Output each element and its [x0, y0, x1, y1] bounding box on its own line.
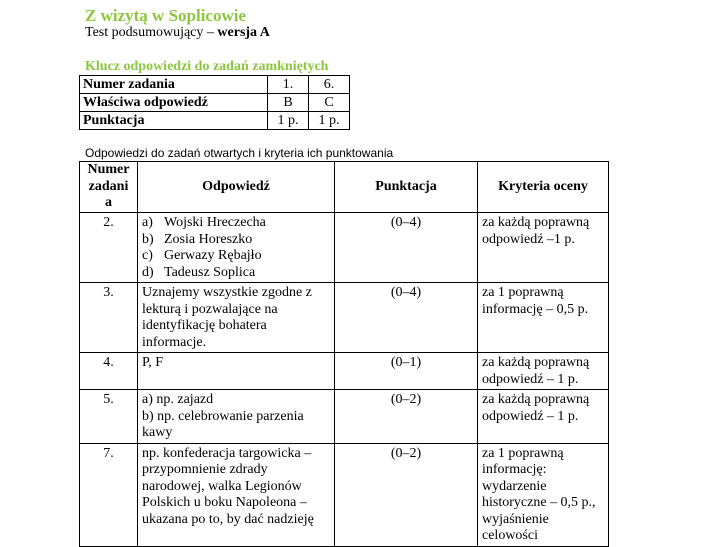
- subtitle-text: Test podsumowujący –: [85, 25, 218, 40]
- criteria-cell: za 1 poprawną informację: wydarzenie historyczne – 0,5 p., wyjaśnienie celowości: [478, 443, 609, 546]
- table-row: [80, 94, 350, 112]
- answer-cell: P, F: [138, 353, 335, 390]
- list-text: Gerwazy Rębajło: [164, 248, 262, 263]
- header-number-line: Numer: [87, 162, 130, 178]
- criteria-cell: za każdą poprawną odpowiedź – 1 p.: [478, 353, 609, 390]
- task-number: 2.: [80, 213, 138, 283]
- header-number-line: zadani: [88, 178, 129, 194]
- points-cell: (0–2): [335, 390, 478, 444]
- answer-line: a) np. zajazd: [142, 392, 214, 407]
- points-cell: (0–4): [335, 283, 478, 353]
- open-key-table: [79, 161, 609, 547]
- list-text: Zosia Horeszko: [164, 231, 253, 247]
- table-header-row: [80, 162, 609, 213]
- header-answer: Odpowiedź: [138, 162, 335, 213]
- table-row: [80, 283, 609, 353]
- document-title: Z wizytą w Soplicowie: [85, 6, 247, 25]
- criteria-cell: za każdą poprawną odpowiedź – 1 p.: [478, 390, 609, 444]
- table-row: [80, 443, 609, 546]
- row-label: Numer zadania: [80, 76, 268, 94]
- table-cell: 6.: [309, 76, 350, 94]
- list-item: [142, 215, 330, 232]
- table-row: [80, 112, 350, 130]
- table-row: [80, 76, 350, 94]
- header-number: [80, 162, 138, 213]
- points-cell: (0–4): [335, 213, 478, 283]
- header-points: Punktacja: [335, 162, 478, 213]
- task-number: 3.: [80, 283, 138, 353]
- answer-cell: [138, 390, 335, 444]
- row-label: Właściwa odpowiedź: [80, 94, 268, 112]
- header-criteria: Kryteria oceny: [478, 162, 609, 213]
- criteria-cell: za każdą poprawną odpowiedź –1 p.: [478, 213, 609, 283]
- document-subtitle: [85, 25, 270, 41]
- answer-cell: np. konfederacja targowicka – przypomnienie zdrady narodowej, walka Legionów Polskich u boku Napoleona – ukazana po to, by dać nadzieję: [138, 443, 335, 546]
- list-text: Tadeusz Soplica: [164, 264, 256, 280]
- table-row: [80, 390, 609, 444]
- closed-key-heading: Klucz odpowiedzi do zadań zamkniętych: [85, 59, 329, 74]
- list-marker: b): [142, 231, 154, 247]
- answer-cell: Uznajemy wszystkie zgodne z lekturą i pozwalające na identyfikację bohatera informacje.: [138, 283, 335, 353]
- list-item: [142, 265, 330, 282]
- table-cell: 1 p.: [268, 112, 309, 130]
- list-item: [142, 232, 330, 249]
- row-label: Punktacja: [80, 112, 268, 130]
- table-row: [80, 353, 609, 390]
- points-cell: (0–1): [335, 353, 478, 390]
- list-text: Wojski Hreczecha: [164, 215, 266, 230]
- task-number: 7.: [80, 443, 138, 546]
- points-cell: (0–2): [335, 443, 478, 546]
- closed-key-table: [79, 75, 350, 130]
- criteria-cell: za 1 poprawną informację – 0,5 p.: [478, 283, 609, 353]
- table-cell: C: [309, 94, 350, 112]
- list-item: [142, 248, 330, 265]
- subtitle-version: wersja A: [217, 25, 270, 40]
- table-cell: 1.: [268, 76, 309, 94]
- task-number: 4.: [80, 353, 138, 390]
- table-row: [80, 213, 609, 283]
- list-marker: d): [142, 264, 154, 280]
- table-cell: 1 p.: [309, 112, 350, 130]
- list-marker: c): [142, 248, 153, 263]
- answer-cell: [138, 213, 335, 283]
- task-number: 5.: [80, 390, 138, 444]
- table-cell: B: [268, 94, 309, 112]
- answer-line: b) np. celebrowanie parzenia kawy: [142, 408, 304, 440]
- header-number-line: a: [105, 195, 112, 211]
- open-key-caption: Odpowiedzi do zadań otwartych i kryteria ich punktowania: [85, 146, 394, 160]
- list-marker: a): [142, 215, 153, 230]
